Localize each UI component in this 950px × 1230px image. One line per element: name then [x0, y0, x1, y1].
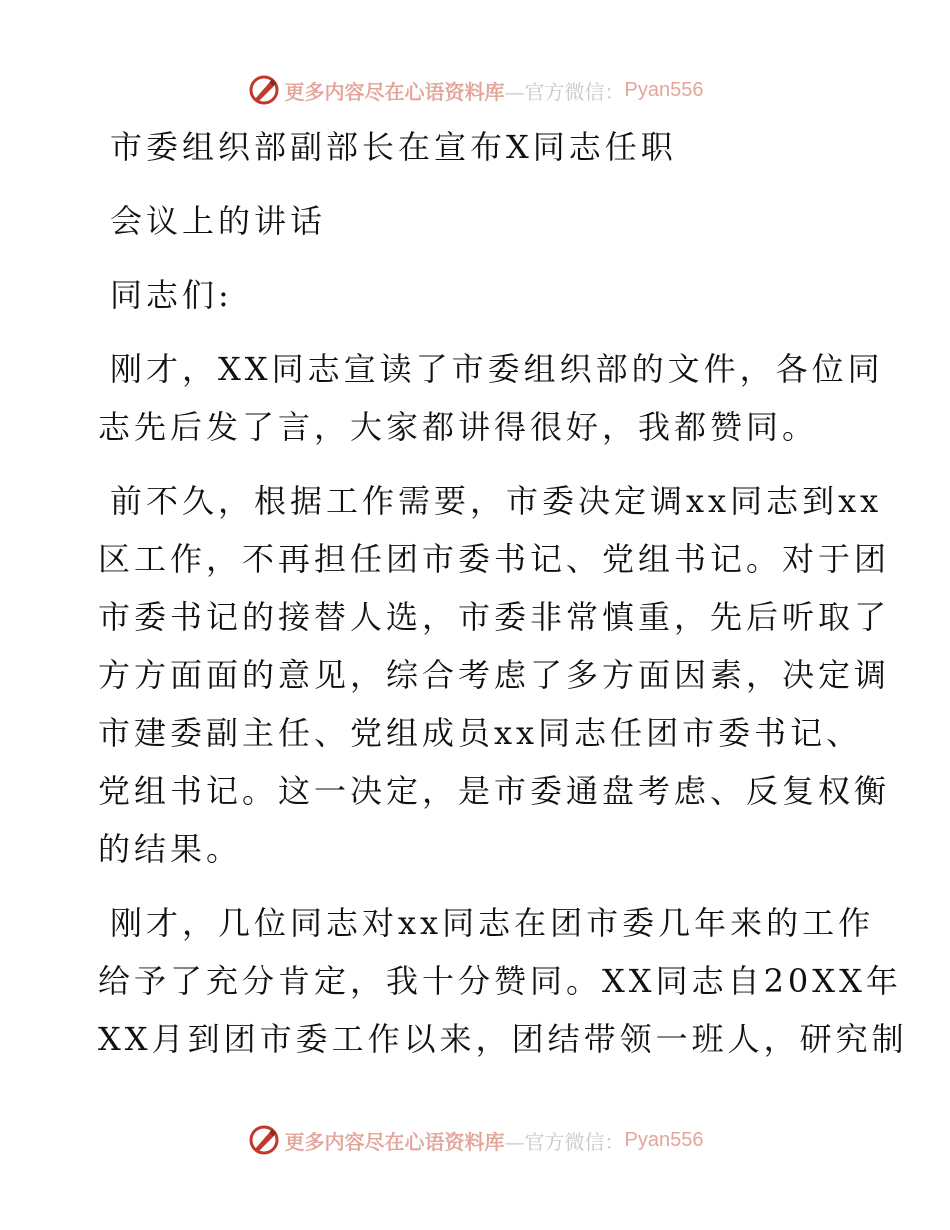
paragraph-1	[98, 340, 884, 456]
paragraph-line: 刚才，XX同志宣读了市委组织部的文件，各位同	[110, 350, 884, 388]
paragraph-line: 市委书记的接替人选，市委非常慎重，先后听取了	[98, 598, 891, 636]
document-body	[98, 118, 908, 1068]
paragraph-2	[98, 472, 891, 878]
document-title-line-1: 市委组织部副部长在宣布X同志任职	[110, 128, 677, 166]
watermark-main-text: 更多内容尽在心语资料库	[284, 79, 505, 104]
watermark-sub-text: —官方微信：	[504, 79, 625, 104]
paragraph-line: 刚才，几位同志对xx同志在团市委几年来的工作	[110, 904, 875, 942]
header-watermark	[0, 70, 950, 110]
pen-logo-icon	[247, 1123, 281, 1157]
paragraph-line: 区工作，不再担任团市委书记、党组书记。对于团	[98, 540, 891, 578]
paragraph-line: 的结果。	[98, 830, 243, 868]
paragraph-line: 市建委副主任、党组成员xx同志任团市委书记、	[98, 714, 863, 752]
salutation: 同志们:	[110, 276, 233, 314]
watermark-sub-text: —官方微信：	[504, 1129, 625, 1154]
watermark-wechat-id: Pyan556	[624, 78, 704, 101]
paragraph-3	[98, 894, 908, 1068]
paragraph-line: 党组书记。这一决定，是市委通盘考虑、反复权衡	[98, 772, 891, 810]
watermark-main-text: 更多内容尽在心语资料库	[284, 1129, 505, 1154]
document-title-line-2: 会议上的讲话	[110, 202, 327, 240]
paragraph-line: XX月到团市委工作以来，团结带领一班人，研究制	[98, 1020, 908, 1058]
watermark-wechat-id: Pyan556	[624, 1128, 704, 1151]
paragraph-line: 方方面面的意见，综合考虑了多方面因素，决定调	[98, 656, 891, 694]
paragraph-line: 志先后发了言，大家都讲得很好，我都赞同。	[98, 408, 819, 446]
pen-logo-icon	[247, 73, 281, 107]
paragraph-line: 前不久，根据工作需要，市委决定调xx同志到xx	[110, 482, 883, 520]
paragraph-line: 给予了充分肯定，我十分赞同。XX同志自20XX年	[98, 962, 902, 1000]
footer-watermark	[0, 1120, 950, 1160]
